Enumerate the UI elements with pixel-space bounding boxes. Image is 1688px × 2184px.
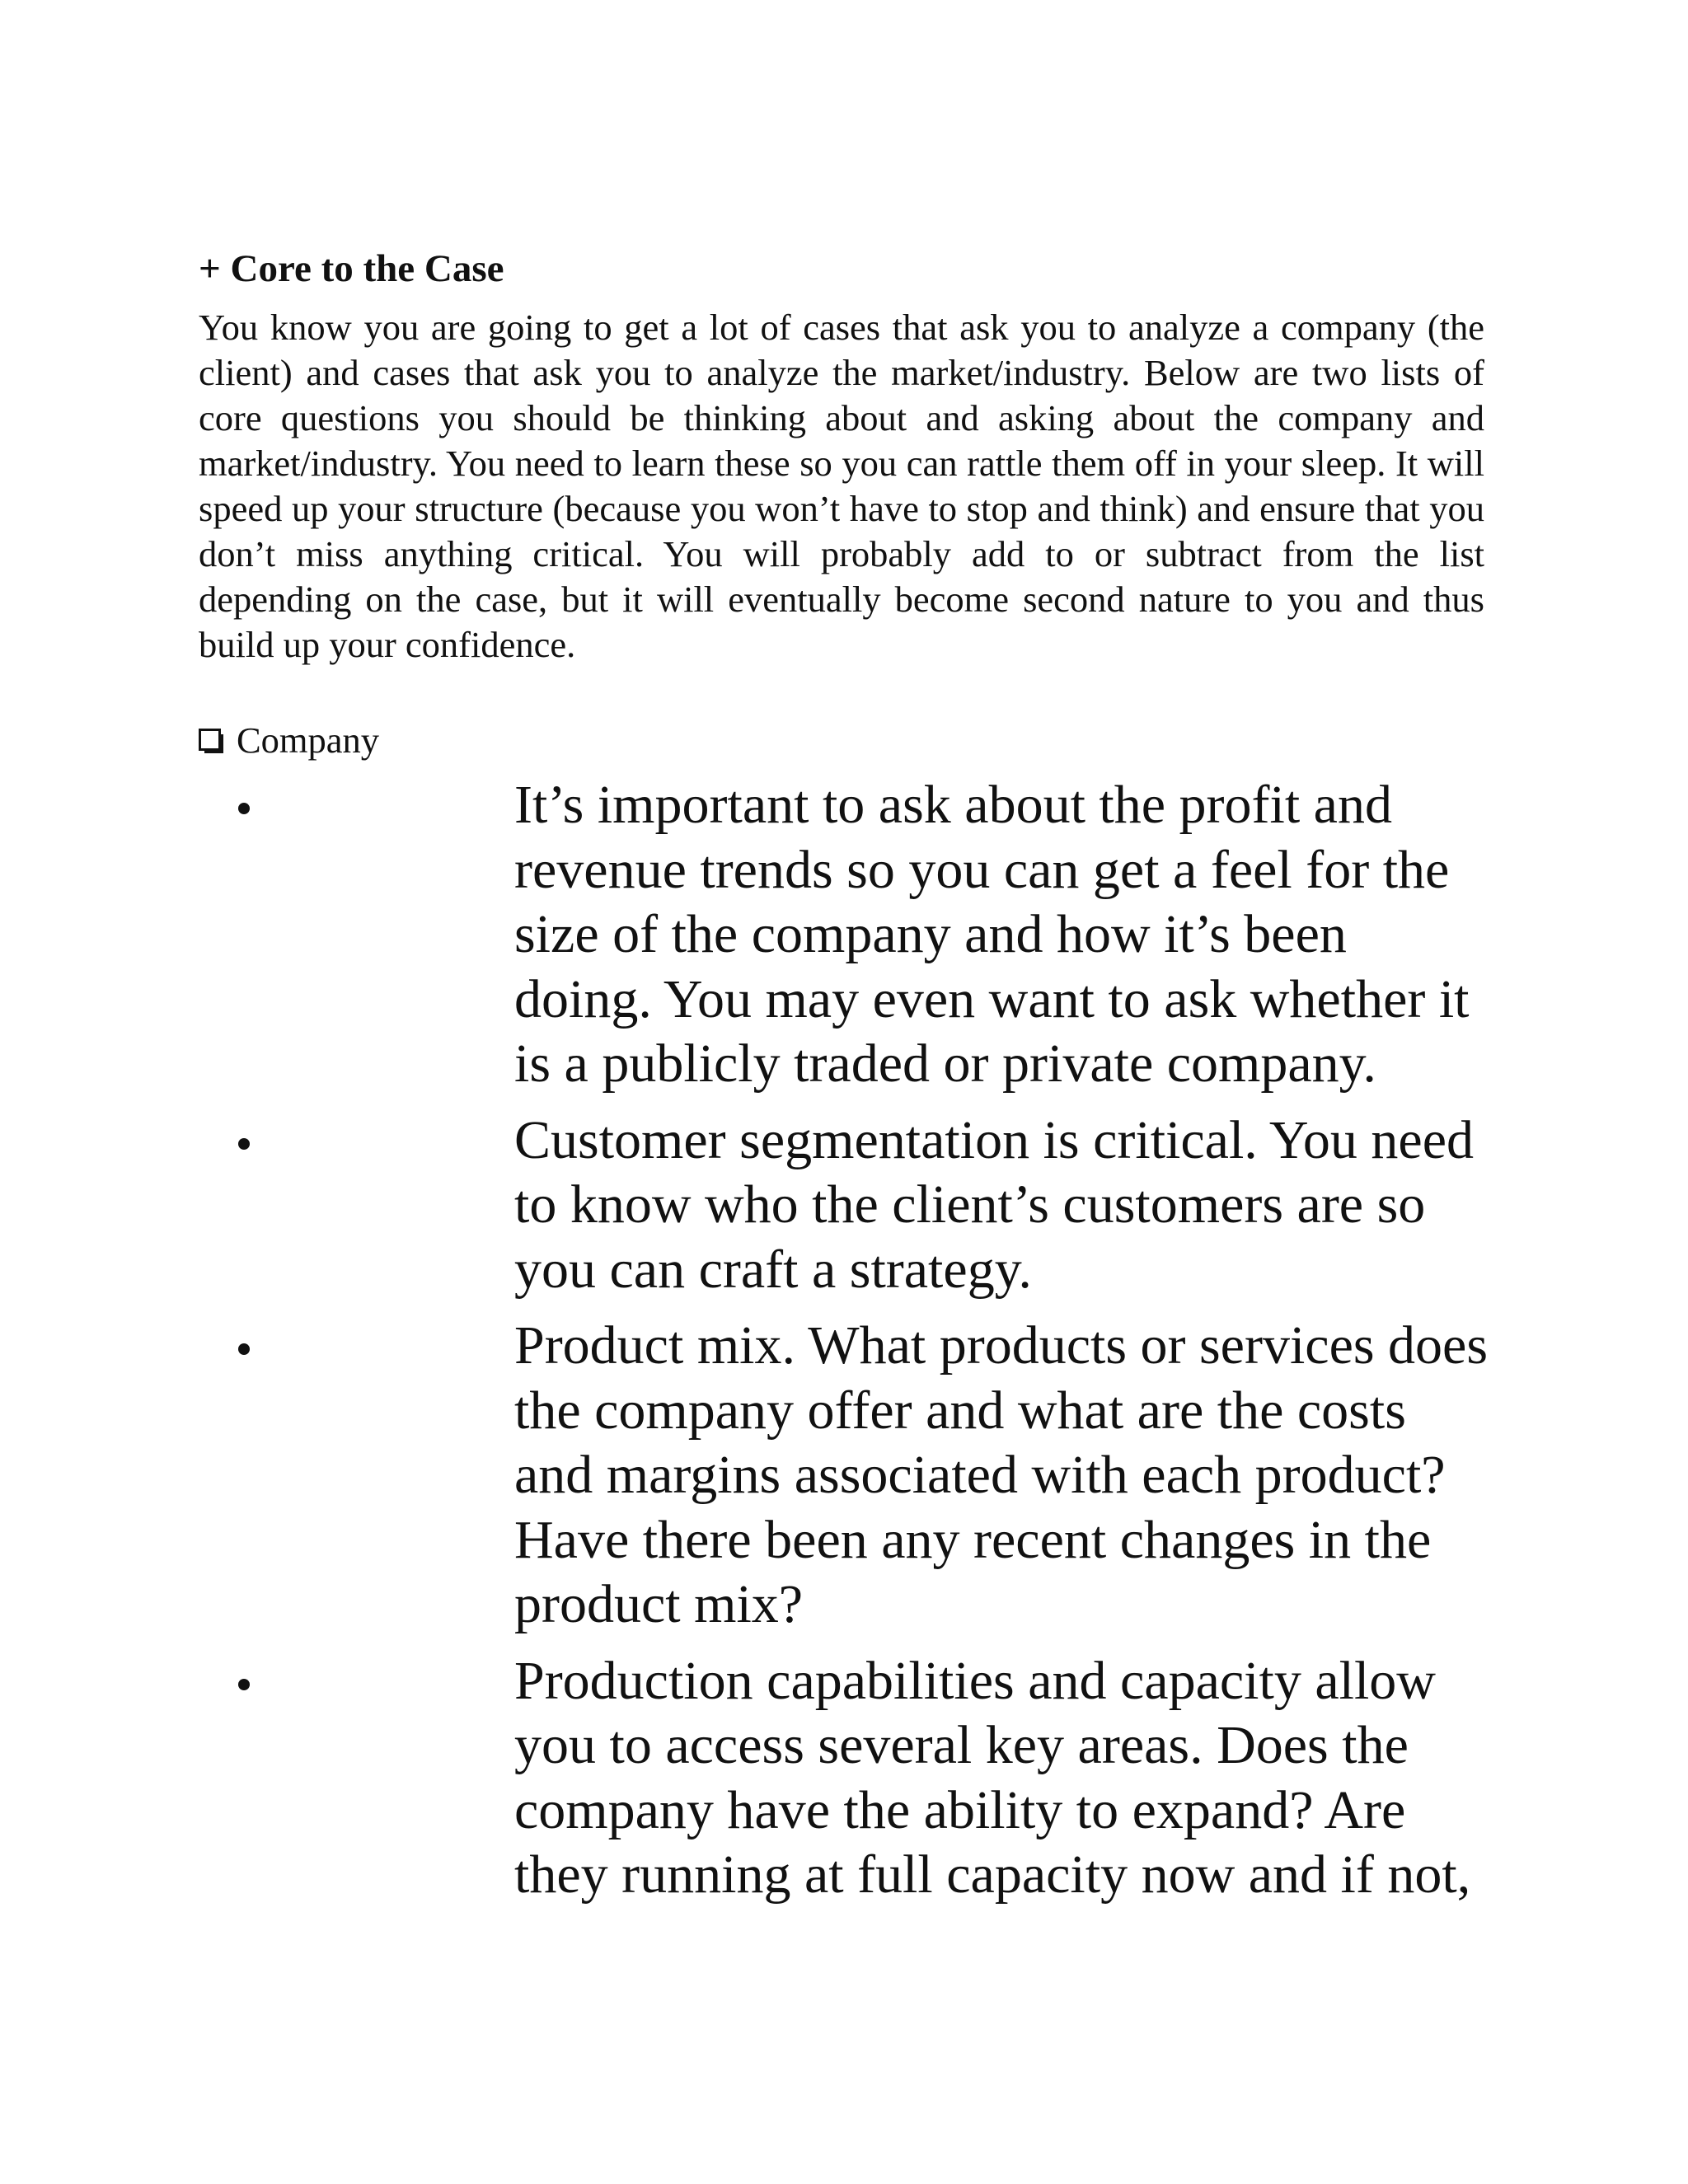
list-item-text: Production capabilities and capacity allow you to access several key areas. Does the company have the ability to expand? Are they running at full capacity now and if not, <box>514 1650 1471 1905</box>
list-item-text: Product mix. What products or services does the company offer and what are the costs and margins associated with each product? Have there been any recent changes in the product mix? <box>514 1315 1489 1634</box>
section-label-text: Company <box>237 719 380 761</box>
bullet-icon <box>238 803 250 814</box>
bullet-icon <box>238 1343 250 1355</box>
section-heading: + Core to the Case <box>199 247 504 290</box>
list-item <box>0 1314 1688 1638</box>
checkbox-icon <box>199 729 225 755</box>
list-item <box>0 1649 1688 1908</box>
company-section-label <box>199 717 379 763</box>
bullet-icon <box>238 1679 250 1690</box>
list-item-text: Customer segmentation is critical. You need to know who the client’s customers are so you can craft a strategy. <box>514 1109 1474 1300</box>
intro-paragraph: You know you are going to get a lot of cases that ask you to analyze a company (the client) and cases that ask you to analyze the market/industry. Below are two lists of core questions you should be thinking about and asking about the company and market/industry. You need to learn these so you can rattle them off in your sleep. It will speed up your structure (because you won’t have to stop and think) and ensure that you don’t miss anything critical. You will probably add to or subtract from the list depending on the case, but it will eventually become second nature to you and thus build up your confidence. <box>199 307 1484 665</box>
company-question-list <box>0 773 1688 1919</box>
list-item <box>0 1108 1688 1303</box>
list-item-text: It’s important to ask about the profit and revenue trends so you can get a feel for the size of the company and how it’s been doing. You may even want to ask whether it is a publicly traded or private company. <box>514 775 1470 1094</box>
list-item <box>0 773 1688 1097</box>
bullet-icon <box>238 1138 250 1150</box>
